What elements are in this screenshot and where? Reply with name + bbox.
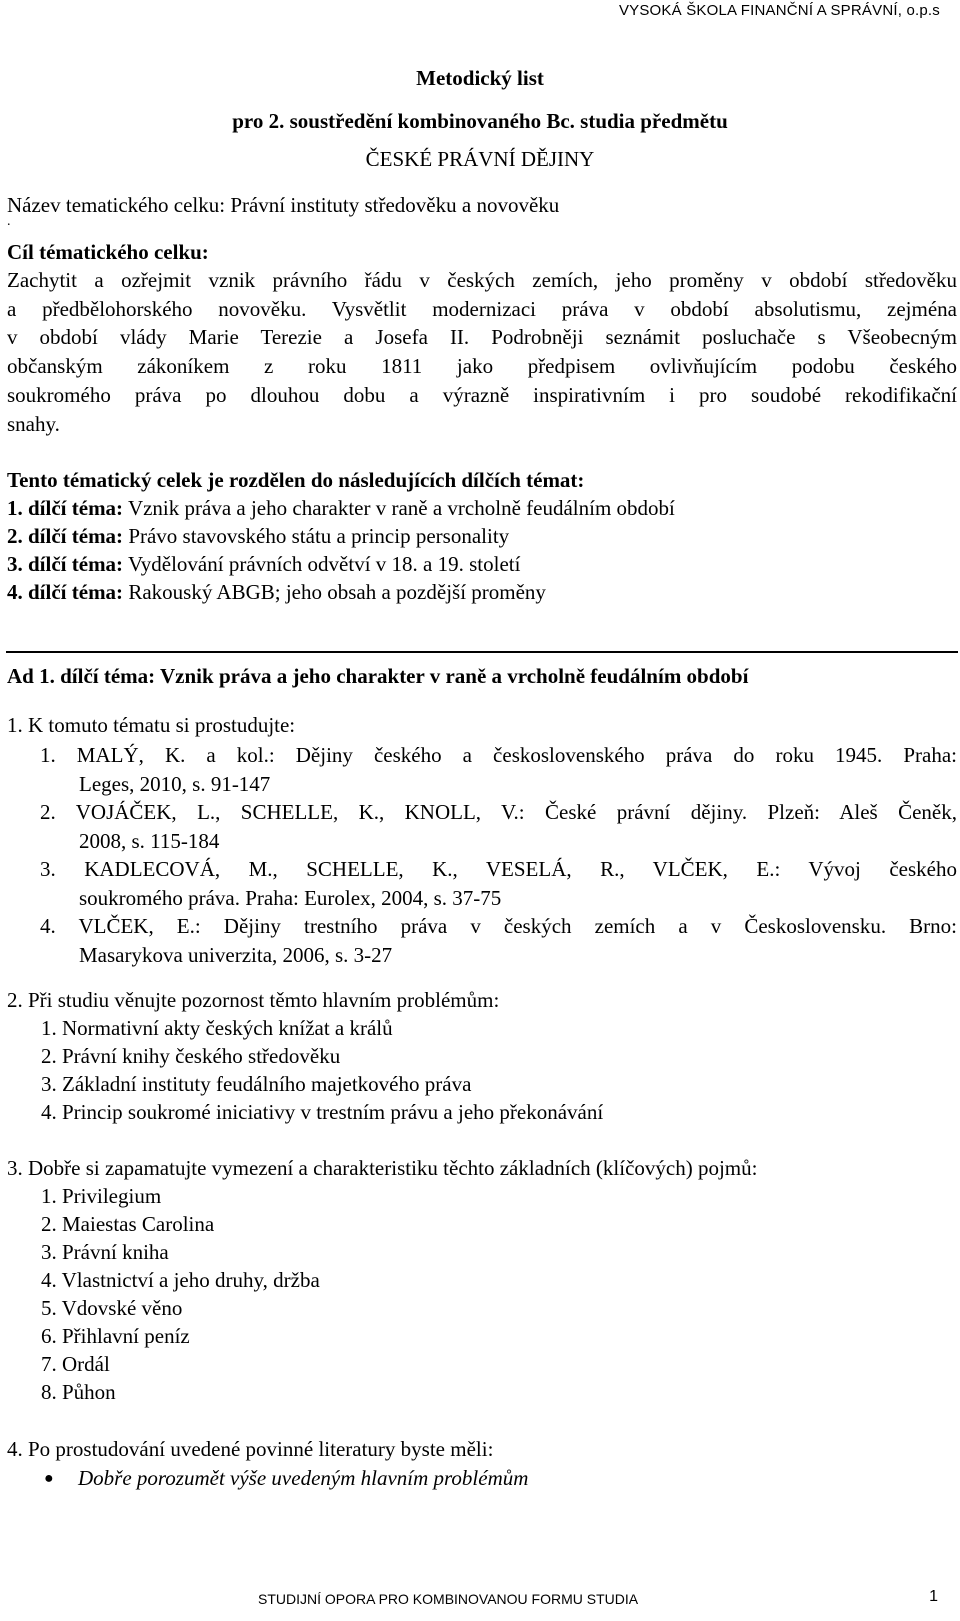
lit-item-cont: Leges, 2010, s. 91-147 [79, 771, 271, 796]
subtopic-item [7, 552, 520, 577]
subtopic-item [7, 496, 675, 521]
lit-item-cont: Masarykova univerzita, 2006, s. 3-27 [79, 942, 393, 967]
subtopic-label: dílčí téma: [28, 552, 124, 576]
problem-item: 2. Právní knihy českého středověku [41, 1044, 341, 1068]
problem-item: 1. Normativní akty českých knížat a králů [41, 1016, 393, 1040]
terms-heading: 3. Dobře si zapamatujte vymezení a charakteristiku těchto základních (klíčových) pojmů: [7, 1156, 758, 1180]
lit-item-cont: 2008, s. 115-184 [79, 828, 220, 853]
problem-item: 3. Základní instituty feudálního majetkového práva [41, 1072, 472, 1096]
term-item: 4. Vlastnictví a jeho druhy, držba [41, 1268, 320, 1292]
literature-list [40, 741, 957, 969]
doc-subtitle: pro 2. soustředění kombinovaného Bc. studia předmětu [232, 109, 728, 133]
subtopics-heading: Tento tématický celek je rozdělen do následujících dílčích témat: [7, 468, 585, 492]
subtopic-num: 1. [7, 496, 23, 520]
doc-title-methodical-sheet: Metodický list [416, 66, 544, 90]
subtopic-text: Právo stavovského státu a princip personality [128, 524, 510, 548]
goal-line: v období vlády Marie Terezie a Josefa II. Podrobněji seznámit posluchače s Všeobecným [7, 325, 957, 350]
term-item: 7. Ordál [41, 1352, 110, 1376]
lit-item-line: 1. MALÝ, K. a kol.: Dějiny českého a československého práva do roku 1945. Praha: [40, 743, 957, 767]
subtopic-label: dílčí téma: [28, 524, 124, 548]
stray-dot: . [7, 214, 11, 229]
page-footer: STUDIJNÍ OPORA PRO KOMBINOVANOU FORMU STUDIA [258, 1591, 639, 1607]
subtopic-num: 4. [7, 580, 23, 604]
term-item: 5. Vdovské věno [41, 1296, 183, 1320]
problems-heading: 2. Při studiu věnujte pozornost těmto hlavním problémům: [7, 988, 500, 1012]
section-divider [6, 651, 958, 653]
subtopic-label: dílčí téma: [28, 580, 124, 604]
subtopic-text: Vznik práva a jeho charakter v raně a vrcholně feudálním období [127, 496, 675, 520]
term-item: 8. Půhon [41, 1380, 116, 1404]
page-header-institution: VYSOKÁ ŠKOLA FINANČNÍ A SPRÁVNÍ, o.p.s [618, 2, 940, 19]
outcome-bullet-text: Dobře porozumět výše uvedeným hlavním problémům [78, 1466, 529, 1490]
goal-paragraph [7, 266, 957, 438]
subtopic-item [7, 524, 509, 549]
topic-value: Právní instituty středověku a novověku [230, 193, 560, 217]
subtopic-text: Vydělování právních odvětví v 18. a 19. století [127, 552, 521, 576]
ad1-heading: Ad 1. dílčí téma: Vznik práva a jeho charakter v raně a vrcholně feudálním období [7, 664, 749, 688]
problem-item: 4. Princip soukromé iniciativy v trestním právu a jeho překonávání [41, 1100, 604, 1124]
goal-line: a předbělohorského novověku. Vysvětlit modernizaci práva v období absolutismu, zejména [7, 296, 957, 321]
topic-line [7, 193, 559, 218]
topic-label: Název tematického celku: [7, 193, 226, 217]
term-item: 3. Právní kniha [41, 1240, 169, 1264]
lit-item-cont: soukromého práva. Praha: Eurolex, 2004, s. 37-75 [79, 885, 502, 910]
term-item: 1. Privilegium [41, 1184, 162, 1208]
subtopic-item [7, 580, 546, 605]
lit-item-line: 4. VLČEK, E.: Dějiny trestního práva v českých zemích a v Československu. Brno: [40, 914, 957, 938]
goal-line: soukromého práva po dlouhou dobu a výrazně inspirativním i pro soudobé rekodifikační [7, 382, 957, 407]
outcome-heading: 4. Po prostudování uvedené povinné literatury byste měli: [7, 1437, 494, 1461]
subtopic-text: Rakouský ABGB; jeho obsah a pozdější proměny [128, 580, 546, 604]
term-item: 2. Maiestas Carolina [41, 1212, 215, 1236]
goal-line: snahy. [7, 411, 60, 436]
subtopic-num: 2. [7, 524, 23, 548]
term-item: 6. Přihlavní peníz [41, 1324, 190, 1348]
bullet-dot-icon: ● [44, 1470, 54, 1487]
lit-item-line: 3. KADLECOVÁ, M., SCHELLE, K., VESELÁ, R., VLČEK, E.: Vývoj českého [40, 857, 957, 881]
page-number: 1 [929, 1588, 938, 1605]
study-heading: 1. K tomuto tématu si prostudujte: [7, 713, 296, 737]
goal-line: občanským zákoníkem z roku 1811 jako předpisem ovlivňujícím podobu českého [7, 354, 957, 379]
goal-heading: Cíl tématického celku: [7, 240, 209, 264]
lit-item-line: 2. VOJÁČEK, L., SCHELLE, K., KNOLL, V.: České právní dějiny. Plzeň: Aleš Čeněk, [40, 800, 957, 824]
goal-line: Zachytit a ozřejmit vznik právního řádu v českých zemích, jeho proměny v období středověku [7, 268, 957, 292]
course-name: ČESKÉ PRÁVNÍ DĚJINY [365, 147, 595, 171]
subtopic-num: 3. [7, 552, 23, 576]
subtopic-label: dílčí téma: [28, 496, 124, 520]
